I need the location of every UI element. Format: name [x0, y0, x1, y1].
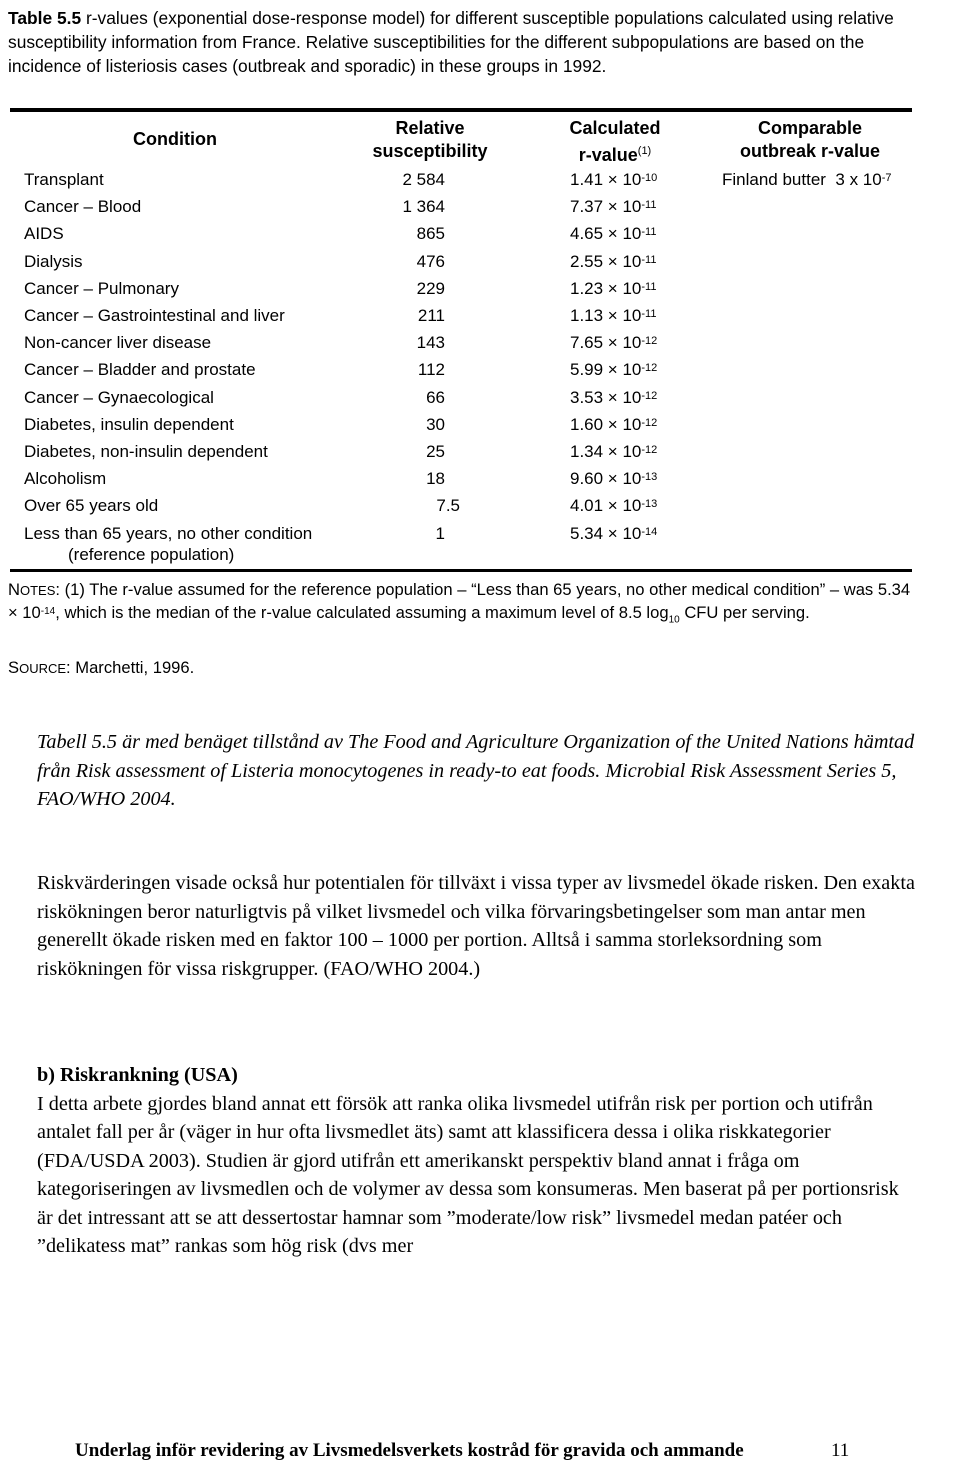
condition-cell: Diabetes, insulin dependent [24, 414, 234, 434]
header-comparable-line2: outbreak r-value [739, 141, 881, 161]
susceptibility-cell: 143 [416, 333, 445, 353]
r-value-exponent: -14 [641, 525, 658, 538]
r-value-exponent: -11 [641, 226, 657, 239]
condition-cell: Cancer – Bladder and prostate [24, 360, 256, 380]
r-value-cell [570, 415, 657, 435]
comparable-mantissa: 3 x 10 [835, 170, 882, 189]
header-relative-line1: Relative [395, 118, 465, 138]
r-value-mantissa: 1.60 × 10 [570, 414, 642, 434]
notes-text-3: CFU per serving. [679, 603, 810, 623]
r-value-mantissa: 4.65 × 10 [570, 224, 642, 244]
paragraph-table-permission: Tabell 5.5 är med benäget tillstånd av The Food and Agriculture Organization of the United Nations hämtad från Risk assessment of Listeria monocytogenes in ready-to eat foods. Microbial Risk Assessment Series 5, FAO/WHO 2004. [37, 731, 915, 810]
r-value-mantissa: 5.34 × 10 [570, 523, 642, 543]
r-value-cell [570, 524, 657, 544]
condition-cell: Diabetes, non-insulin dependent [24, 442, 268, 461]
r-value-exponent: -11 [641, 280, 657, 293]
header-comparable-outbreak [715, 117, 905, 163]
table-caption [8, 6, 913, 79]
page-number: 11 [831, 1440, 850, 1461]
table-source [8, 657, 194, 680]
r-value-mantissa: 2.55 × 10 [570, 251, 642, 271]
susceptibility-cell: 18 [426, 469, 445, 489]
condition-cell: Dialysis [24, 251, 83, 271]
r-value-exponent: -10 [641, 172, 658, 184]
table-bottom-rule [10, 569, 912, 572]
r-value-mantissa: 5.99 × 10 [570, 360, 642, 380]
condition-cell: Less than 65 years, no other condition [24, 523, 313, 543]
notes-text-2: , which is the median of the r-value calculated assuming a maximum level of 8.5 log [55, 603, 669, 623]
header-calculated-r-value [535, 117, 695, 167]
susceptibility-cell: 229 [416, 278, 445, 298]
r-value-mantissa: 1.13 × 10 [570, 306, 642, 325]
r-value-exponent: -12 [641, 362, 658, 375]
header-calculated-line1: Calculated [569, 118, 661, 138]
r-value-mantissa: 3.53 × 10 [570, 387, 642, 407]
condition-cell: Alcoholism [24, 469, 107, 489]
r-value-cell [570, 333, 657, 353]
r-value-mantissa: 9.60 × 10 [570, 469, 642, 489]
r-value-cell [570, 388, 657, 408]
condition-cell: Transplant [24, 170, 104, 189]
r-value-mantissa: 1.41 × 10 [570, 170, 642, 189]
paragraph-risk-assessment: Riskvärderingen visade också hur potentialen för tillväxt i vissa typer av livsmedel ökade risken. Den exakta riskökningen beror naturligtvis på vilket livsmedel och vilka förvaringsbetingelser som man antar men generellt ökade risken med en faktor 100 – 1000 per portion. Alltså i samma storleksordning som riskökningen för vissa riskgrupper. (FAO/WHO 2004.) [37, 872, 915, 980]
susceptibility-cell: 30 [426, 414, 445, 434]
notes-label-initial: N [8, 580, 20, 599]
table-label: Table 5.5 [8, 8, 82, 28]
source-label-initial: S [8, 658, 20, 677]
r-value-exponent: -11 [641, 308, 657, 320]
r-value-cell [570, 170, 657, 190]
notes-label-rest: OTES [19, 583, 56, 598]
notes-text-1: : (1) The r-value assumed for the reference population – “Less than 65 years, no other medical condition” – was 5.34 × 10 [8, 580, 911, 623]
notes-exponent: -14 [40, 606, 56, 618]
r-value-cell [570, 496, 657, 516]
r-value-cell [570, 469, 657, 489]
r-value-mantissa: 7.37 × 10 [570, 197, 642, 217]
r-value-cell [570, 197, 656, 217]
section-heading: b) Riskrankning (USA) [37, 1064, 238, 1086]
condition-cell: Non-cancer liver disease [24, 333, 212, 353]
header-footnote-marker: (1) [637, 145, 652, 157]
r-value-cell [570, 306, 656, 326]
susceptibility-cell: 476 [416, 251, 445, 271]
susceptibility-cell: 211 [417, 306, 445, 325]
r-value-exponent: -12 [641, 444, 658, 456]
header-calculated-line2: r-value$^{(1)}$ [578, 145, 652, 165]
comparable-label: Finland butter [722, 170, 826, 189]
condition-cell: Cancer – Pulmonary [24, 278, 179, 298]
r-value-cell [570, 224, 656, 244]
header-relative-susceptibility [345, 117, 515, 163]
susceptibility-cell: 1 364 [402, 197, 445, 217]
r-value-exponent: -13 [641, 498, 658, 511]
r-value-mantissa: 4.01 × 10 [570, 496, 642, 516]
section-risk-ranking [37, 1061, 917, 1261]
condition-cell: Cancer – Gastrointestinal and liver [24, 306, 285, 325]
table-notes [8, 579, 913, 632]
susceptibility-cell: 66 [426, 387, 445, 407]
r-value-exponent: -12 [641, 335, 658, 348]
susceptibility-cell: 2 584 [402, 170, 445, 189]
condition-cell: AIDS [24, 224, 64, 244]
susceptibility-cell: 865 [416, 224, 445, 244]
r-value-exponent: -11 [641, 253, 657, 266]
r-value-cell [570, 360, 657, 380]
r-value-mantissa: 1.23 × 10 [570, 278, 642, 298]
r-value-mantissa: 7.65 × 10 [570, 333, 642, 353]
source-text: : Marchetti, 1996. [66, 658, 195, 677]
r-value-cell [570, 252, 656, 272]
condition-cell: Cancer – Blood [24, 197, 142, 217]
header-relative-line2: susceptibility [372, 141, 488, 161]
table-top-rule [10, 108, 912, 112]
notes-subscript: 10 [668, 614, 680, 626]
r-value-exponent: -13 [641, 471, 658, 484]
header-comparable-line1: Comparable [757, 118, 863, 138]
susceptibility-cell: 1 [435, 523, 445, 543]
r-value-exponent: -12 [641, 416, 658, 429]
r-value-cell [570, 442, 657, 462]
r-value-mantissa: 1.34 × 10 [570, 442, 642, 461]
comparable-cell [722, 170, 892, 190]
susceptibility-cell: 112 [417, 360, 445, 380]
condition-cell: Over 65 years old [24, 496, 159, 516]
header-condition: Condition [133, 129, 217, 149]
r-value-cell [570, 279, 656, 299]
section-body: I detta arbete gjordes bland annat ett försök att ranka olika livsmedel utifrån risk per portion och utifrån antalet fall per år (väger in hur ofta livsmedlet äts) samt att klassificera dessa i olika riskkategorier (FDA/USDA 2003). Studien är gjord utifrån ett amerikanskt perspektiv bland annat i fråga om kategoriseringen av livsmedlen och de volymer av dessa som konsumeras. Men baserat på per portionsrisk är det intressant att se att dessertostar hamnar som ”moderate/low risk” livsmedel medan patéer och ”delikatess mat” rankas som hög risk (dvs mer [37, 1092, 899, 1257]
condition-cell-continued: (reference population) [68, 544, 235, 564]
susceptibility-cell: 7.5 [436, 496, 460, 516]
r-value-exponent: -11 [641, 199, 657, 212]
condition-cell: Cancer – Gynaecological [24, 387, 214, 407]
source-label-rest: OURCE [19, 661, 67, 676]
page-footer: Underlag inför revidering av Livsmedelsverkets kostråd för gravida och ammande [75, 1440, 744, 1461]
r-value-exponent: -12 [641, 389, 658, 402]
comparable-exponent: -7 [881, 172, 892, 184]
table-caption-text: r-values (exponential dose-response model) for different susceptible populations calculated using relative susceptibility information from France. Relative susceptibilities for the different subpopulations are based on the incidence of listeriosis cases (outbreak and sporadic) in these groups in 1992. [8, 8, 894, 77]
susceptibility-cell: 25 [426, 442, 445, 461]
